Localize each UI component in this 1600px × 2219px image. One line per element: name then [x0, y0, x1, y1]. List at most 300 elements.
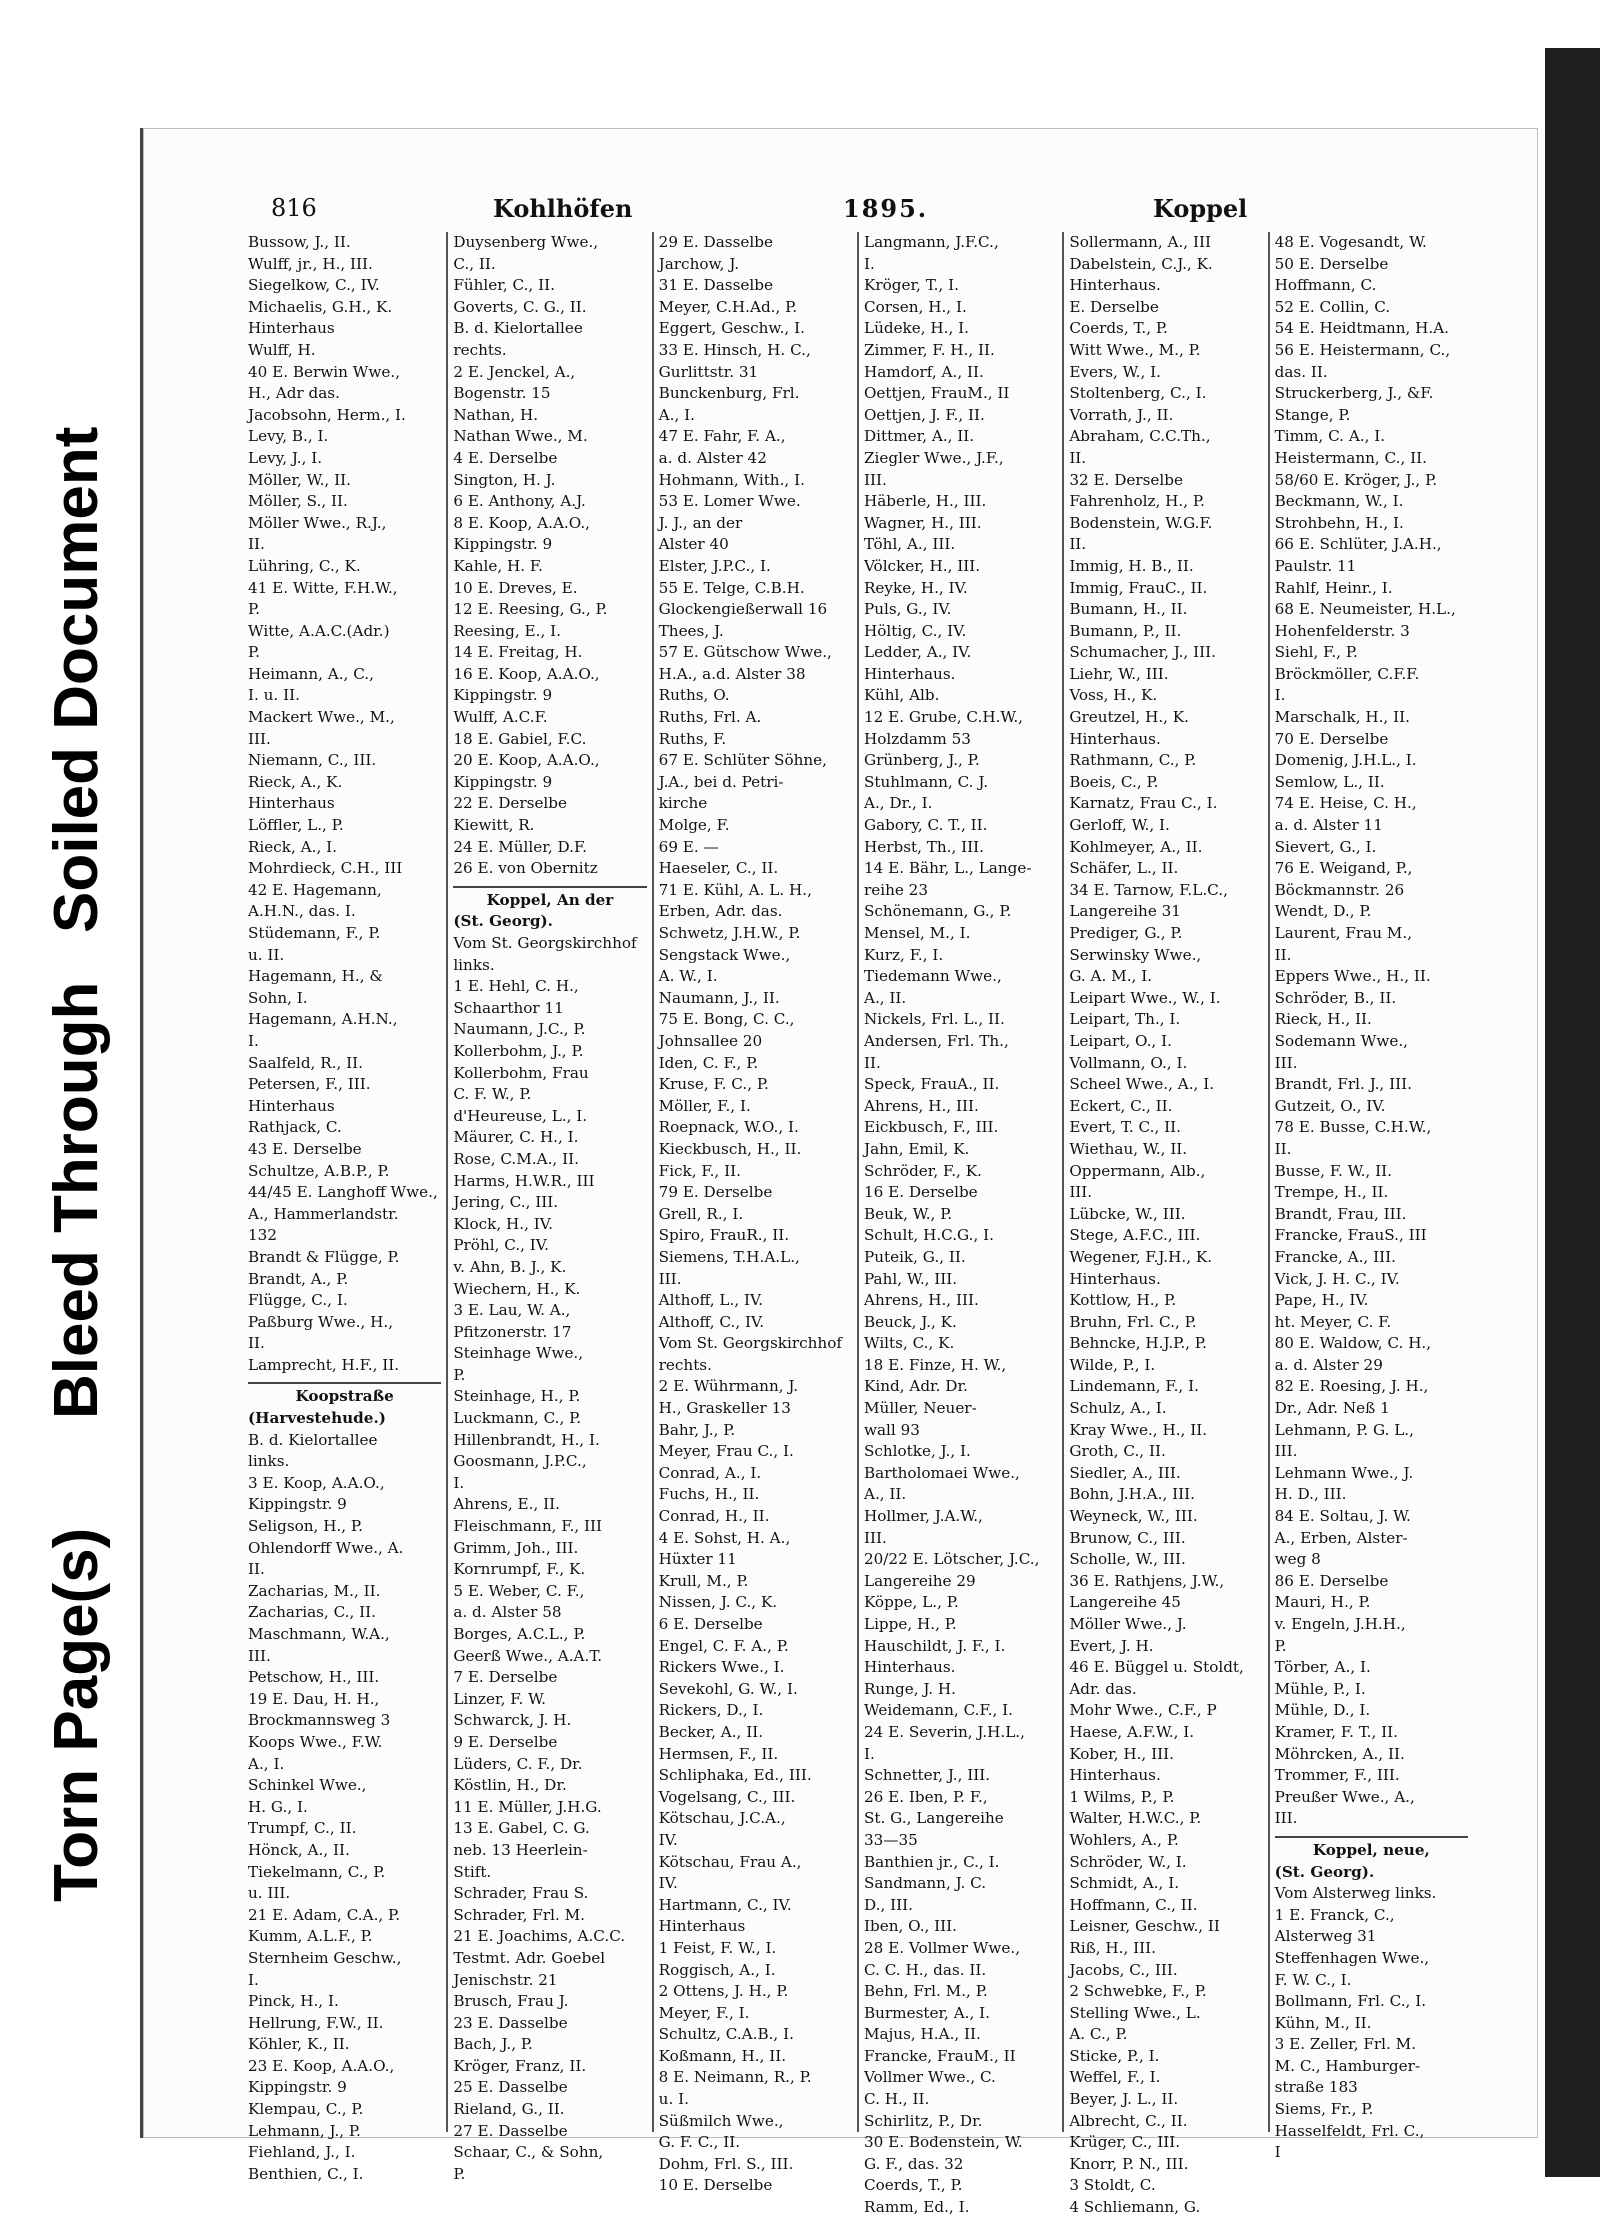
- directory-entry: Bumann, H., II.: [1069, 600, 1188, 619]
- directory-entry: Hamdorf, A., II.: [863, 362, 984, 381]
- directory-entry: reihe 23: [863, 880, 929, 899]
- directory-entry: Hinterhaus.: [1069, 276, 1161, 295]
- directory-entry: Tiekelmann, C., P.: [248, 1862, 386, 1881]
- directory-entry: Mohrdieck, C.H., III: [248, 859, 403, 878]
- directory-entry: Ahrens, H., III.: [863, 1096, 979, 1115]
- directory-entry: Bunckenburg, Frl.: [658, 384, 800, 403]
- directory-entry: Glockengießerwall 16: [658, 600, 828, 619]
- directory-entry: B. d. Kielortallee: [248, 1430, 378, 1449]
- directory-entry: Hoffmann, C.: [1274, 276, 1377, 295]
- directory-entry: St. G., Langereihe: [863, 1809, 1004, 1828]
- directory-entry: Schnetter, J., III.: [863, 1766, 991, 1785]
- directory-entry: Schmidt, A., I.: [1069, 1874, 1180, 1893]
- directory-entry: Gabory, C. T., II.: [863, 816, 988, 835]
- directory-entry: Bahr, J., P.: [658, 1420, 736, 1439]
- directory-entry: 26 E. Iben, P. F.,: [863, 1787, 988, 1806]
- directory-entry: G. F., das. 32: [863, 2154, 964, 2173]
- directory-entry: Jarchow, J.: [658, 254, 740, 273]
- directory-entry: Boeis, C., P.: [1069, 772, 1159, 791]
- directory-entry: Möller Wwe., R.J.,: [248, 513, 387, 532]
- directory-entry: u. I.: [658, 2090, 689, 2109]
- directory-entry: Brandt, Frau, III.: [1274, 1204, 1407, 1223]
- directory-entry: Roggisch, A., I.: [658, 1960, 776, 1979]
- directory-entry: Alsterweg 31: [1274, 1927, 1377, 1946]
- directory-entry: II.: [248, 1560, 265, 1579]
- directory-entry: Kruse, F. C., P.: [658, 1075, 769, 1094]
- directory-entry: 13 E. Gabel, C. G.: [453, 1819, 590, 1838]
- directory-entry: A., Hammerlandstr.: [248, 1204, 399, 1223]
- directory-entry: 23 E. Dasselbe: [453, 2013, 568, 2032]
- directory-entry: Coerds, T., P.: [863, 2176, 963, 2195]
- directory-entry: C., II.: [453, 254, 496, 273]
- directory-entry: Kröger, T., I.: [863, 276, 959, 295]
- directory-entry: Lübcke, W., III.: [1069, 1204, 1186, 1223]
- directory-entry: Voss, H., K.: [1069, 686, 1158, 705]
- directory-entry: Althoff, L., IV.: [658, 1291, 764, 1310]
- directory-entry: rechts.: [453, 340, 507, 359]
- directory-entry: Kind, Adr. Dr.: [863, 1377, 968, 1396]
- directory-entry: Ruths, F.: [658, 729, 727, 748]
- directory-entry: C. C. H., das. II.: [863, 1960, 987, 1979]
- directory-entry: Schönemann, G., P.: [863, 902, 1012, 921]
- directory-entry: Levy, B., I.: [248, 427, 329, 446]
- directory-entry: Dohm, Frl. S., III.: [658, 2154, 794, 2173]
- directory-entry: 19 E. Dau, H. H.,: [248, 1689, 380, 1708]
- directory-entry: Rickers Wwe., I.: [658, 1658, 785, 1677]
- directory-entry: Kippingstr. 9: [453, 686, 553, 705]
- directory-entry: Herbst, Th., III.: [863, 837, 984, 856]
- directory-entry: Kahle, H. F.: [453, 556, 543, 575]
- directory-entry: Kippingstr. 9: [453, 772, 553, 791]
- directory-entry: Linzer, F. W.: [453, 1689, 546, 1708]
- directory-entry: Schwarck, J. H.: [453, 1711, 572, 1730]
- directory-entry: 76 E. Weigand, P.,: [1274, 859, 1413, 878]
- directory-entry: Häberle, H., III.: [863, 492, 987, 511]
- directory-entry: Johnsallee 20: [658, 1031, 763, 1050]
- directory-entry: Langereihe 45: [1069, 1593, 1181, 1612]
- directory-entry: Leipart, Th., I.: [1069, 1010, 1181, 1029]
- directory-entry: Evert, T. C., II.: [1069, 1118, 1181, 1137]
- directory-entry: I.: [863, 1744, 875, 1763]
- directory-entry: IV.: [658, 1874, 678, 1893]
- directory-entry: Stelling Wwe., L.: [1069, 2003, 1201, 2022]
- directory-entry: Meyer, F., I.: [658, 2003, 750, 2022]
- directory-entry: Rathjack, C.: [248, 1118, 342, 1137]
- directory-entry: Grünberg, J., P.: [863, 751, 980, 770]
- directory-entry: Schultze, A.B.P., P.: [248, 1161, 390, 1180]
- directory-entry: Koopstraße: [248, 1382, 441, 1408]
- directory-entry: 5 E. Weber, C. F.,: [453, 1581, 585, 1600]
- directory-entry: Goverts, C. G., II.: [453, 297, 587, 316]
- directory-entry: IV.: [658, 1830, 678, 1849]
- directory-entry: 22 E. Derselbe: [453, 794, 567, 813]
- directory-entry: P.: [453, 2164, 466, 2183]
- directory-entry: u. III.: [248, 1884, 291, 1903]
- directory-entry: Beuk, W., P.: [863, 1204, 953, 1223]
- directory-entry: Hinterhaus.: [1069, 729, 1161, 748]
- directory-entry: Dr., Adr. Neß 1: [1274, 1399, 1390, 1418]
- directory-entry: Albrecht, C., II.: [1069, 2111, 1188, 2130]
- directory-entry: 82 E. Roesing, J. H.,: [1274, 1377, 1429, 1396]
- directory-entry: H., Adr das.: [248, 384, 340, 403]
- directory-entry: M. C., Hamburger-: [1274, 2056, 1420, 2075]
- directory-entry: 57 E. Gütschow Wwe.,: [658, 643, 832, 662]
- directory-entry: Brandt, Frl. J., III.: [1274, 1075, 1412, 1094]
- directory-entry: 3 E. Lau, W. A.,: [453, 1301, 571, 1320]
- directory-entry: Kober, H., III.: [1069, 1744, 1174, 1763]
- directory-entry: Löffler, L., P.: [248, 816, 344, 835]
- directory-entry: II.: [1069, 448, 1087, 467]
- directory-entry: Trempe, H., II.: [1274, 1183, 1389, 1202]
- directory-entry: Fleischmann, F., III: [453, 1517, 602, 1536]
- directory-entry: Mackert Wwe., M.,: [248, 708, 395, 727]
- directory-entry: 84 E. Soltau, J. W.: [1274, 1507, 1411, 1526]
- directory-entry: 6 E. Derselbe: [658, 1615, 763, 1633]
- directory-entry: Walter, H.W.C., P.: [1069, 1809, 1202, 1828]
- directory-entry: a. d. Alster 42: [658, 448, 767, 467]
- directory-entry: 4 E. Sohst, H. A.,: [658, 1528, 791, 1547]
- directory-entry: Kötschau, Frau A.,: [658, 1852, 802, 1871]
- directory-entry: Behn, Frl. M., P.: [863, 1982, 988, 2001]
- directory-entry: Bumann, P., II.: [1069, 621, 1182, 640]
- directory-entry: kirche: [658, 794, 708, 813]
- directory-entry: Andersen, Frl. Th.,: [863, 1031, 1009, 1050]
- directory-entry: Koppel, An der: [453, 886, 646, 912]
- directory-entry: Weffel, F., I.: [1069, 2068, 1161, 2087]
- directory-entry: III.: [248, 1646, 271, 1665]
- directory-entry: 7 E. Derselbe: [453, 1668, 558, 1687]
- directory-entry: Eggert, Geschw., I.: [658, 319, 805, 338]
- directory-entry: A., II.: [863, 1485, 907, 1504]
- directory-entry: Gerloff, W., I.: [1069, 816, 1170, 835]
- soiled-document-label: Soiled Document: [42, 426, 111, 934]
- directory-entry: Vom St. Georgskirchhof: [453, 934, 637, 952]
- directory-entry: Wulff, jr., H., III.: [248, 254, 373, 273]
- directory-entry: Kiewitt, R.: [453, 816, 535, 835]
- directory-entry: weg 8: [1274, 1550, 1321, 1569]
- directory-entry: Koppel, neue,: [1275, 1836, 1468, 1862]
- directory-entry: neb. 13 Heerlein-: [453, 1840, 588, 1859]
- directory-entry: Köhler, K., II.: [248, 2035, 350, 2054]
- directory-entry: Beckmann, W., I.: [1274, 492, 1404, 511]
- directory-entry: Schlotke, J., I.: [863, 1442, 971, 1461]
- directory-entry: Iden, C. F., P.: [658, 1053, 759, 1072]
- directory-entry: Zacharias, M., II.: [248, 1581, 381, 1600]
- directory-entry: Siems, Fr., P.: [1274, 2100, 1374, 2119]
- directory-entry: Vollmer Wwe., C.: [863, 2068, 996, 2087]
- directory-entry: Weidemann, C.F., I.: [863, 1701, 1013, 1720]
- directory-entry: Wilts, C., K.: [863, 1334, 955, 1353]
- directory-entry: A. C., P.: [1069, 2025, 1128, 2044]
- directory-entry: Lüders, C. F., Dr.: [453, 1754, 583, 1773]
- directory-entry: Nathan Wwe., M.: [453, 427, 588, 446]
- directory-entry: Hinterhaus.: [1069, 1269, 1161, 1288]
- directory-entry: Brusch, Frau J.: [453, 1992, 569, 2011]
- directory-entry: Weyneck, W., III.: [1069, 1507, 1198, 1526]
- directory-entry: Majus, H.A., II.: [863, 2025, 981, 2044]
- directory-entry: Strohbehn, H., I.: [1274, 513, 1404, 532]
- directory-entry: Stuhlmann, C. J.: [863, 772, 989, 791]
- directory-entry: Mäurer, C. H., I.: [453, 1128, 579, 1147]
- directory-entry: Hillenbrandt, H., I.: [453, 1430, 600, 1449]
- directory-entry: 2 Ottens, J. H., P.: [658, 1982, 789, 2001]
- directory-entry: 70 E. Derselbe: [1274, 729, 1389, 748]
- directory-entry: 3 Stoldt, C.: [1069, 2176, 1156, 2195]
- directory-entry: Sodemann Wwe.,: [1274, 1031, 1408, 1050]
- directory-entry: Immig, H. B., II.: [1069, 556, 1194, 575]
- directory-entry: 1 E. Franck, C.,: [1274, 1905, 1395, 1924]
- directory-entry: Töhl, A., III.: [863, 535, 956, 554]
- directory-entry: Sengstack Wwe.,: [658, 945, 791, 964]
- directory-entry: Siehl, F., P.: [1274, 643, 1358, 662]
- directory-entry: Schult, H.C.G., I.: [863, 1226, 994, 1245]
- directory-entry: Harms, H.W.R., III: [453, 1171, 595, 1190]
- directory-entry: Leipart Wwe., W., I.: [1069, 988, 1221, 1007]
- directory-entry: A., II.: [863, 988, 907, 1007]
- directory-entry: Hollmer, J.A.W.,: [863, 1507, 983, 1526]
- page-number: 816: [271, 194, 317, 222]
- scanned-page: [140, 128, 1538, 2217]
- directory-entry: Haeseler, C., II.: [658, 859, 779, 878]
- directory-entry: 79 E. Derselbe: [658, 1183, 773, 1202]
- directory-entry: 80 E. Waldow, C. H.,: [1274, 1334, 1432, 1353]
- directory-entry: Schaar, C., & Sohn,: [453, 2143, 604, 2162]
- directory-entry: 52 E. Collin, C.: [1274, 297, 1391, 316]
- directory-entry: Rickers, D., I.: [658, 1701, 764, 1720]
- directory-entry: Beyer, J. L., II.: [1069, 2090, 1179, 2109]
- directory-entry: Dittmer, A., II.: [863, 427, 975, 446]
- directory-entry: 31 E. Dasselbe: [658, 276, 773, 295]
- directory-entry: Luckmann, C., P.: [453, 1409, 582, 1428]
- directory-entry: links.: [453, 955, 495, 974]
- directory-entry: Leisner, Geschw., II: [1069, 1917, 1220, 1936]
- directory-entry: Fuchs, H., II.: [658, 1485, 760, 1504]
- directory-entry: 36 E. Rathjens, J.W.,: [1069, 1571, 1225, 1590]
- directory-entry: Immig, FrauC., II.: [1069, 578, 1208, 597]
- directory-entry: 21 E. Joachims, A.C.C.: [453, 1927, 626, 1946]
- directory-entry: Ahrens, H., III.: [863, 1291, 979, 1310]
- directory-entry: Borges, A.C.L., P.: [453, 1625, 586, 1643]
- directory-entry: H. G., I.: [248, 1797, 308, 1816]
- directory-entry: Sington, H. J.: [453, 470, 556, 489]
- directory-entry: Riß, H., III.: [1069, 1938, 1156, 1957]
- directory-entry: Schröder, W., I.: [1069, 1852, 1187, 1871]
- directory-entry: Preußer Wwe., A.,: [1274, 1787, 1415, 1806]
- directory-entry: 32 E. Derselbe: [1069, 470, 1183, 489]
- directory-entry: Sohn, I.: [248, 988, 308, 1007]
- directory-entry: Holzdamm 53: [863, 729, 971, 748]
- directory-entry: H.A., a.d. Alster 38: [658, 664, 806, 683]
- directory-entry: Engel, C. F. A., P.: [658, 1636, 789, 1655]
- directory-entry: Langereihe 31: [1069, 902, 1181, 921]
- directory-entry: Lühring, C., K.: [248, 556, 361, 575]
- directory-entry: Hinterhaus: [248, 794, 335, 813]
- directory-entry: Steffenhagen Wwe.,: [1274, 1948, 1430, 1967]
- directory-entry: Wagner, H., III.: [863, 513, 982, 532]
- directory-entry: Brandt, A., P.: [248, 1269, 349, 1288]
- directory-entry: Bodenstein, W.G.F.: [1069, 513, 1213, 532]
- directory-entry: Mensel, M., I.: [863, 924, 971, 942]
- directory-entry: G. A. M., I.: [1069, 967, 1153, 986]
- directory-entry: Knorr, P. N., III.: [1069, 2154, 1189, 2173]
- directory-entry: Witte, A.A.C.(Adr.): [248, 621, 390, 640]
- directory-entry: Wiethau, W., II.: [1069, 1139, 1188, 1158]
- directory-entry: Stüdemann, F., P.: [248, 924, 381, 942]
- directory-entry: Bruhn, Frl. C., P.: [1069, 1312, 1197, 1331]
- directory-entry: Siemens, T.H.A.L.,: [658, 1247, 800, 1266]
- directory-entry: Lippe, H., P.: [863, 1615, 957, 1633]
- directory-entry: Stege, A.F.C., III.: [1069, 1226, 1201, 1245]
- directory-entry: Seligson, H., P.: [248, 1517, 363, 1536]
- directory-entry: Pfitzonerstr. 17: [453, 1322, 572, 1341]
- directory-entry: Kröger, Franz, II.: [453, 2056, 587, 2075]
- directory-entry: I. u. II.: [248, 686, 300, 705]
- directory-entry: Geerß Wwe., A.A.T.: [453, 1646, 603, 1665]
- directory-entry: Sollermann, A., III: [1069, 233, 1211, 251]
- directory-entry: (St. Georg).: [453, 912, 553, 931]
- directory-entry: rechts.: [658, 1355, 712, 1374]
- directory-entry: Schaarthor 11: [453, 998, 564, 1017]
- directory-entry: Möller, F., I.: [658, 1096, 751, 1115]
- directory-entry: Hinterhaus.: [863, 1658, 956, 1677]
- directory-entry: Fick, F., II.: [658, 1161, 741, 1180]
- directory-entry: Schinkel Wwe.,: [248, 1776, 367, 1795]
- directory-entry: d'Heureuse, L., I.: [453, 1106, 588, 1125]
- directory-entry: Stoltenberg, C., I.: [1069, 384, 1207, 403]
- directory-column-1: [243, 232, 448, 2183]
- directory-entry: Bohn, J.H.A., III.: [1069, 1485, 1195, 1504]
- directory-entry: Schröder, F., K.: [863, 1161, 982, 1180]
- directory-entry: D., III.: [863, 1895, 913, 1914]
- directory-entry: Kray Wwe., H., II.: [1069, 1420, 1208, 1439]
- directory-entry: Hartmann, C., IV.: [658, 1895, 792, 1914]
- directory-entry: Schumacher, J., III.: [1069, 643, 1216, 662]
- dark-background-strip: [1545, 48, 1600, 2177]
- directory-entry: Prediger, G., P.: [1069, 924, 1183, 942]
- directory-entry: Lindemann, F., I.: [1069, 1377, 1199, 1396]
- directory-entry: Kippingstr. 9: [453, 535, 553, 554]
- directory-entry: Wulff, H.: [248, 340, 316, 359]
- directory-entry: 1 E. Hehl, C. H.,: [453, 977, 579, 996]
- directory-entry: Koops Wwe., F.W.: [248, 1732, 383, 1751]
- directory-entry: Klempau, C., P.: [248, 2100, 364, 2119]
- directory-entry: Rose, C.M.A., II.: [453, 1149, 579, 1168]
- directory-entry: C. H., II.: [863, 2090, 930, 2109]
- directory-entry: E. Derselbe: [1069, 297, 1159, 316]
- directory-entry: 20/22 E. Lötscher, J.C.,: [863, 1550, 1040, 1569]
- directory-entry: Kühn, M., II.: [1274, 2013, 1372, 2032]
- directory-entry: Tiedemann Wwe.,: [863, 967, 1002, 986]
- directory-column-5: [1064, 232, 1269, 2217]
- directory-entry: 58/60 E. Kröger, J., P.: [1274, 470, 1438, 489]
- directory-entry: Lehmann, P. G. L.,: [1274, 1420, 1414, 1439]
- directory-entry: Koßmann, H., II.: [658, 2046, 787, 2065]
- directory-entry: Wulff, A.C.F.: [453, 708, 548, 727]
- directory-entry: Bach, J., P.: [453, 2035, 533, 2054]
- directory-entry: Dabelstein, C.J., K.: [1069, 254, 1213, 273]
- directory-entry: Hinterhaus: [248, 1096, 335, 1115]
- directory-entry: Höltig, C., IV.: [863, 621, 967, 640]
- directory-entry: Kramer, F. T., II.: [1274, 1722, 1398, 1741]
- directory-entry: Kippingstr. 9: [248, 2078, 347, 2097]
- directory-entry: Kumm, A.L.F., P.: [248, 1927, 373, 1946]
- directory-entry: Serwinsky Wwe.,: [1069, 945, 1202, 964]
- directory-entry: P.: [1274, 1636, 1287, 1655]
- directory-entry: Paßburg Wwe., H.,: [248, 1312, 394, 1331]
- directory-entry: 20 E. Koop, A.A.O.,: [453, 751, 600, 770]
- directory-entry: Törber, A., I.: [1274, 1658, 1371, 1677]
- directory-entry: Schultz, C.A.B., I.: [658, 2025, 794, 2044]
- directory-entry: Struckerberg, J., &F.: [1274, 384, 1434, 403]
- directory-entry: II.: [1069, 535, 1087, 554]
- directory-entry: Sternheim Geschw.,: [248, 1948, 402, 1967]
- directory-entry: Naumann, J.C., P.: [453, 1020, 586, 1039]
- directory-entry: Mohr Wwe., C.F., P: [1069, 1701, 1217, 1720]
- directory-entry: Schliphaka, Ed., III.: [658, 1766, 812, 1785]
- directory-entry: Laurent, Frau M.,: [1274, 924, 1413, 942]
- directory-entry: Hagemann, H., &: [248, 967, 383, 986]
- directory-column-6: [1270, 232, 1473, 2162]
- directory-entry: Hinterhaus: [248, 319, 335, 338]
- directory-entry: Hohenfelderstr. 3: [1274, 621, 1410, 640]
- directory-entry: A., I.: [248, 1754, 285, 1773]
- directory-entry: 33 E. Hinsch, H. C.,: [658, 340, 811, 359]
- year-heading: 1895.: [843, 194, 929, 223]
- directory-entry: Pahl, W., III.: [863, 1269, 958, 1288]
- directory-entry: I.: [1274, 686, 1286, 705]
- directory-entry: Lehmann Wwe., J.: [1274, 1463, 1414, 1482]
- directory-entry: Vick, J. H. C., IV.: [1274, 1269, 1400, 1288]
- directory-entry: A., I.: [658, 405, 695, 424]
- directory-entry: 11 E. Müller, J.H.G.: [453, 1797, 602, 1816]
- directory-entry: Alster 40: [658, 535, 729, 554]
- directory-entry: 27 E. Dasselbe: [453, 2121, 568, 2140]
- directory-entry: Adr. das.: [1069, 1679, 1137, 1698]
- directory-entry: III.: [1274, 1809, 1298, 1828]
- directory-entry: Rahlf, Heinr., I.: [1274, 578, 1393, 597]
- directory-entry: Krull, M., P.: [658, 1571, 749, 1590]
- directory-entry: 43 E. Derselbe: [248, 1139, 362, 1158]
- directory-entry: III.: [863, 1528, 887, 1547]
- directory-entry: Vorrath, J., II.: [1069, 405, 1174, 424]
- directory-entry: Mauri, H., P.: [1274, 1593, 1371, 1612]
- directory-entry: Reesing, E., I.: [453, 621, 561, 640]
- directory-entry: G. F. C., II.: [658, 2133, 741, 2152]
- directory-entry: Benthien, C., I.: [248, 2164, 364, 2183]
- directory-entry: Speck, FrauA., II.: [863, 1075, 1000, 1094]
- directory-entry: Gurlittstr. 31: [658, 362, 759, 381]
- directory-entry: Hönck, A., II.: [248, 1840, 350, 1859]
- directory-entry: Haese, A.F.W., I.: [1069, 1722, 1195, 1741]
- directory-entry: Puteik, G., II.: [863, 1247, 966, 1266]
- directory-entry: Grimm, Joh., III.: [453, 1538, 579, 1557]
- directory-entry: Kollerbohm, J., P.: [453, 1041, 584, 1060]
- directory-entry: Ruths, Frl. A.: [658, 708, 762, 727]
- directory-entry: II.: [1274, 945, 1292, 964]
- directory-entry: 4 E. Derselbe: [453, 448, 558, 467]
- directory-entry: III.: [1274, 1442, 1298, 1461]
- directory-entry: 42 E. Hagemann,: [248, 880, 382, 899]
- directory-entry: 16 E. Derselbe: [863, 1183, 978, 1202]
- directory-entry: 47 E. Fahr, F. A.,: [658, 427, 786, 446]
- directory-entry: Wegener, F.J.H., K.: [1069, 1247, 1213, 1266]
- directory-entry: Behncke, H.J.P., P.: [1069, 1334, 1207, 1353]
- directory-entry: 33—35: [863, 1830, 918, 1849]
- directory-entry: v. Engeln, J.H.H.,: [1274, 1615, 1406, 1633]
- directory-columns: [243, 232, 1473, 2217]
- directory-entry: Steinhage, H., P.: [453, 1387, 581, 1406]
- directory-entry: 21 E. Adam, C.A., P.: [248, 1905, 401, 1924]
